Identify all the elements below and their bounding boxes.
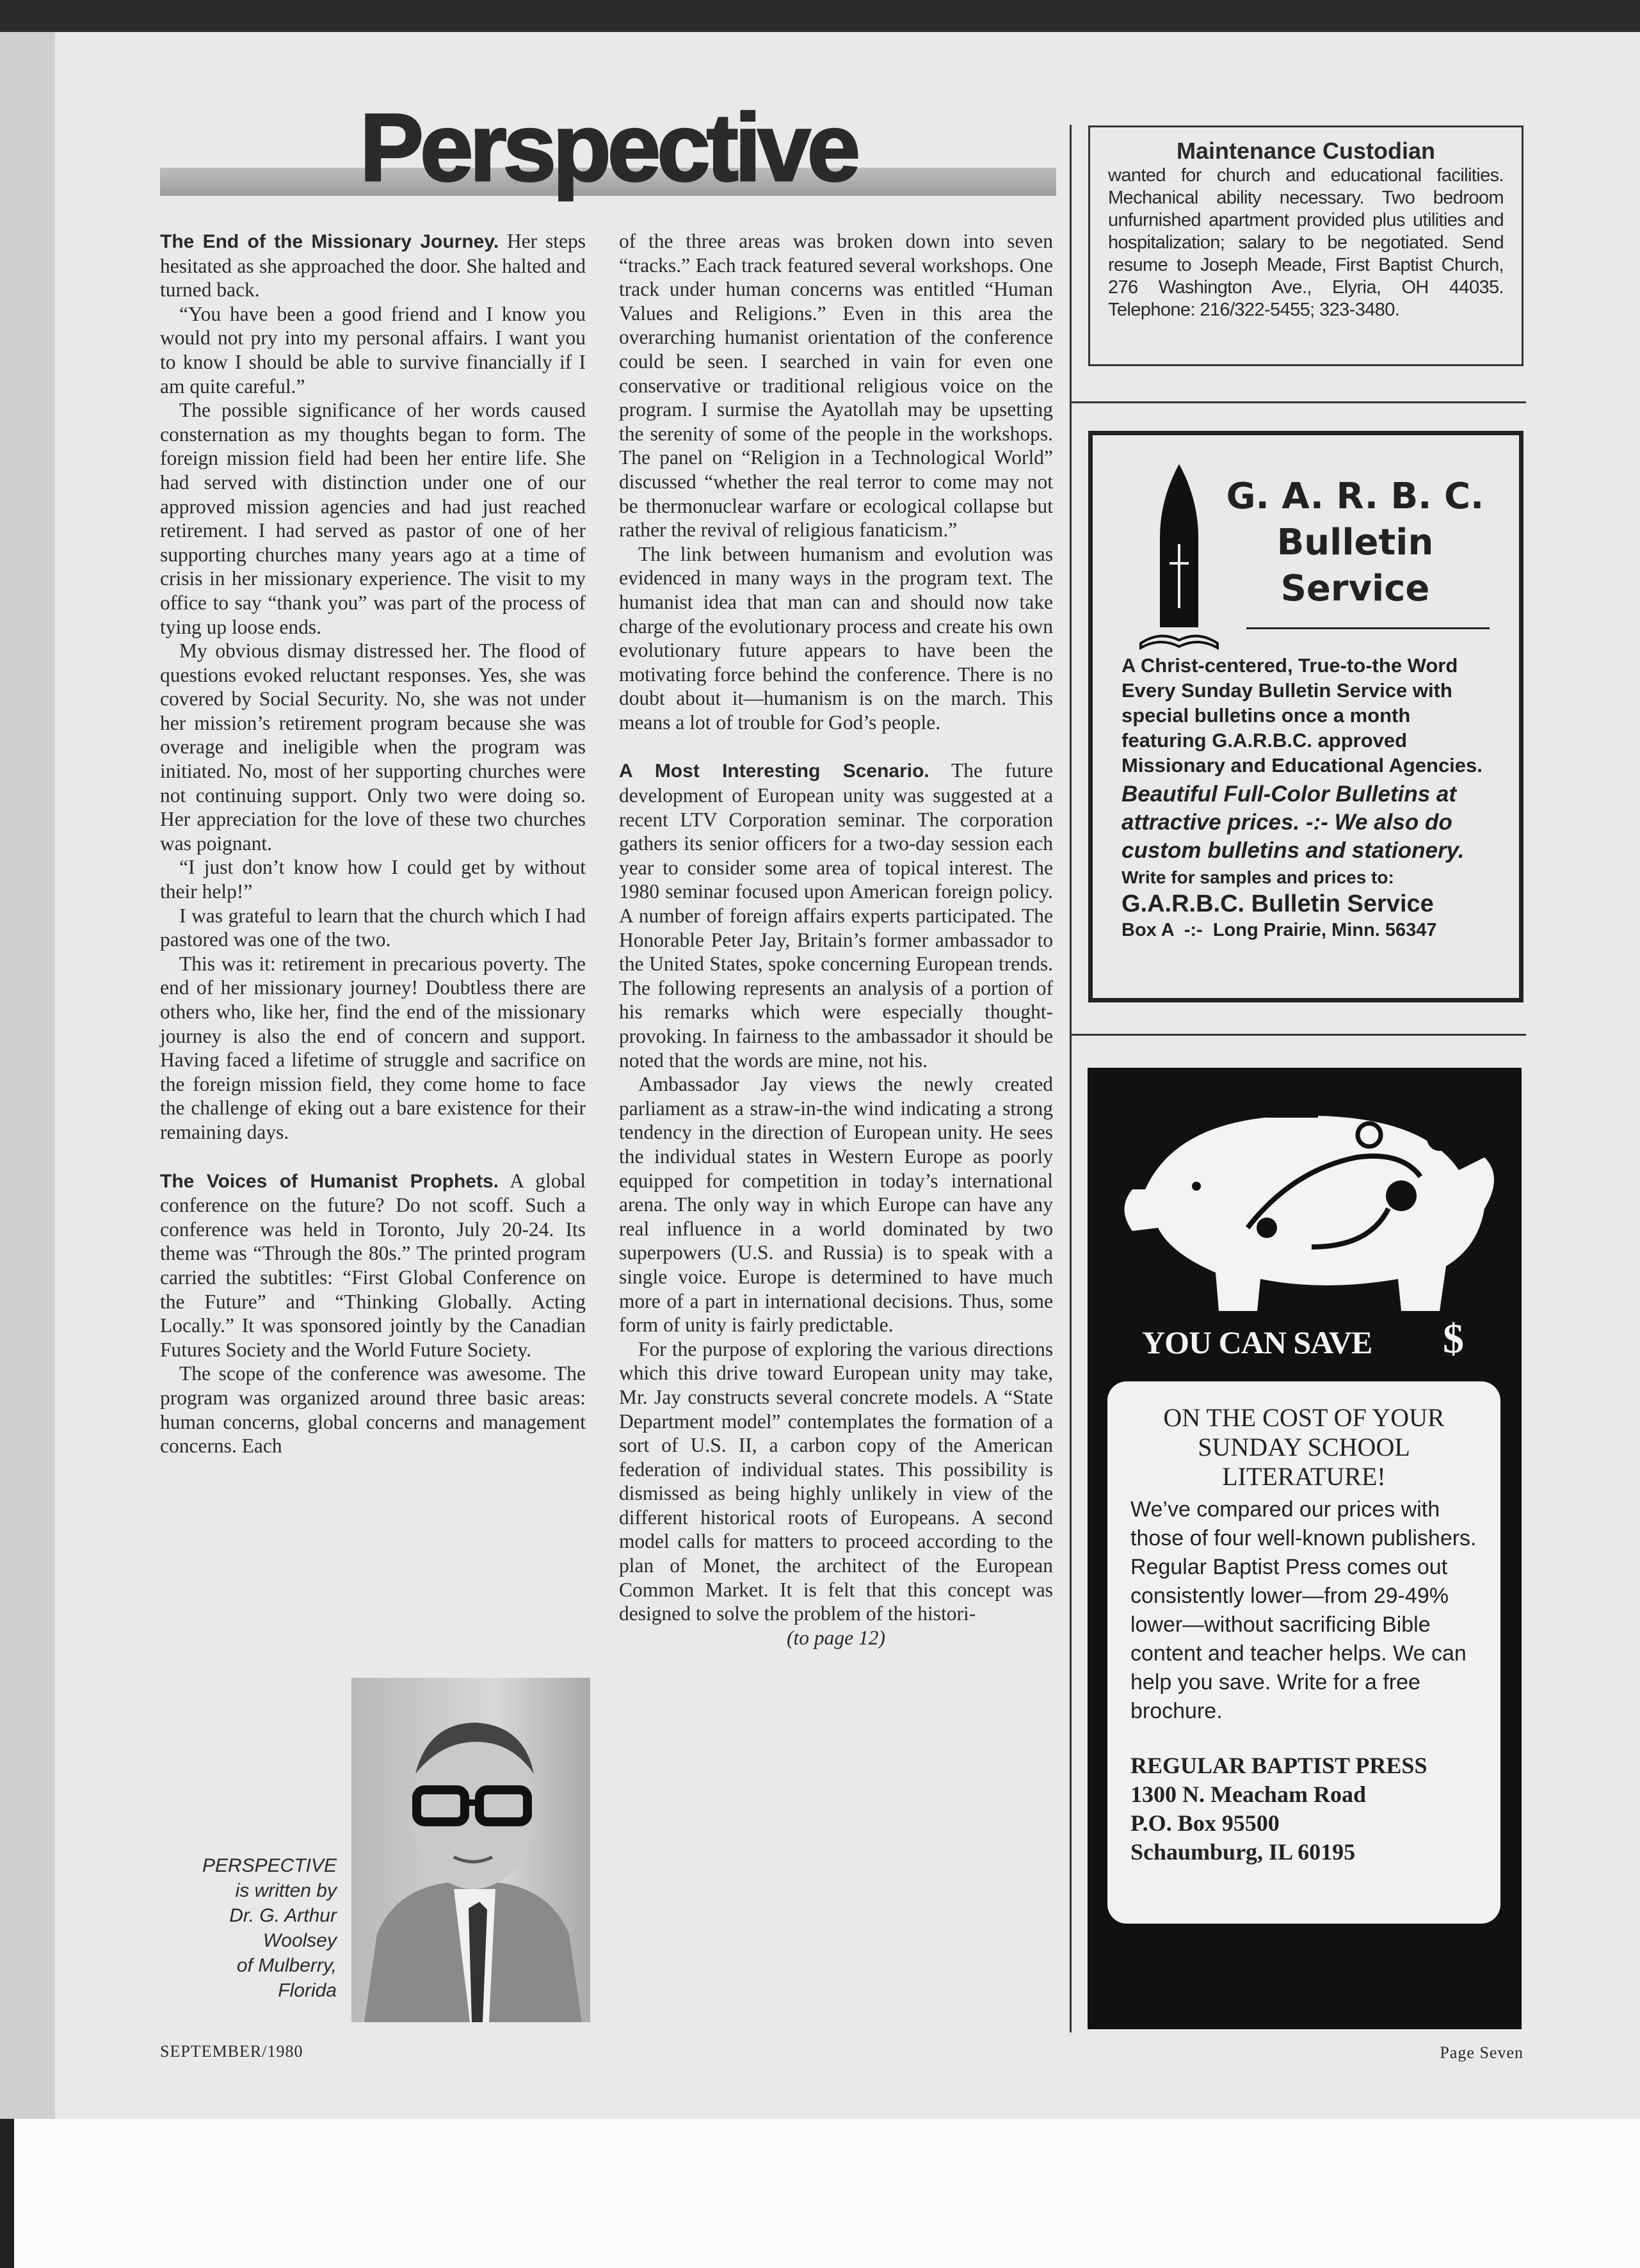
- piggy-bank-icon: [1100, 1081, 1510, 1324]
- brand-line: Bulletin: [1276, 522, 1434, 563]
- ad-description: A Christ-centered, True-to-the Word Every Sunday Bulletin Service with special bulletins once a month featuring G.A.R.B.C. approved Missionary and Educational Agencies.: [1121, 654, 1483, 776]
- caption-line: Florida: [278, 1980, 337, 2001]
- author-caption: [160, 1853, 337, 2003]
- regular-baptist-press-ad: [1088, 1068, 1522, 2029]
- author-photo: [351, 1678, 590, 2022]
- paragraph: The possible significance of her words caused consternation as my thoughts began to form. The foreign mission field had been her entire life. She had served with distinction under one of our approved mission agencies and had just reached retirement. I had served as pastor of one of her supporting churches many years ago at a time of crisis in her missionary experience. The visit to my office to say “thank you” was part of the process of tying up loose ends.: [160, 399, 586, 638]
- ad-banner: YOU CAN SAVE: [1142, 1324, 1372, 1360]
- paragraph: The End of the Missionary Journey. Her steps hesitated as she approached the door. She halted and turned back.: [160, 230, 586, 302]
- paragraph: The Voices of Humanist Prophets. A global conference on the future? Do not scoff. Such a conference was held in Toronto, July 20-24. Its theme was “Through the 80s.” The printed program carried the subtitles: “First Global Conference on the Future” and “Thinking Globally. Acting Locally.” It was sponsored jointly by the Canadian Futures Society and the World Future Society.: [160, 1169, 586, 1361]
- ad-company: G.A.R.B.C. Bulletin Service: [1121, 890, 1434, 917]
- paragraph: “You have been a good friend and I know you would not pry into my personal affairs. I want you to know I should be able to survive financially if I am quite careful.”: [160, 302, 586, 398]
- paragraph: “I just don’t know how I could get by without their help!”: [160, 856, 586, 903]
- column-divider: [1070, 125, 1072, 2032]
- brand-line: Service: [1280, 568, 1430, 609]
- ad-tagline: Beautiful Full-Color Bulletins at attractive prices. -:- We also do custom bulletins and stationery.: [1121, 782, 1465, 863]
- issue-date: SEPTEMBER/1980: [160, 2042, 303, 2061]
- scan-bottom-edge: [0, 2119, 14, 2268]
- paragraph: Ambassador Jay views the newly created parliament as a straw-in-the wind indicating a strong tendency in the direction of European unity. He sees the individual states in Western Europe as poorly equipped for competition in today’s international arena. The only way in which Europe can have any real influence in a world dominated by two superpowers (U.S. and Russia) is to speak with a single voice. Europe is determined to have much more of a part in international decisions. Thus, some form of unity is fairly predictable.: [619, 1073, 1053, 1337]
- section-heading: The End of the Missionary Journey.: [160, 231, 499, 252]
- middle-column: [619, 229, 1053, 1650]
- caption-line: PERSPECTIVE: [202, 1855, 337, 1876]
- caption-line: is written by: [235, 1880, 337, 1901]
- paragraph: of the three areas was broken down into seven “tracks.” Each track featured several workshops. One track under human concerns was entitled “Human Values and Religions.” Even in this area the overarching humanist orientation of the conference could be seen. I searched in vain for even one conservative or traditional religious voice on the program. I surmise the Ayatollah may be upsetting the serenity of some of the people in the workshops. The panel on “Religion in a Technological World” discussed “whether the real terror to come may not be thermonuclear warfare or ecological collapse but rather the revival of religious fanaticism.”: [619, 230, 1053, 542]
- paragraph: I was grateful to learn that the church which I had pastored was one of the two.: [160, 904, 586, 951]
- garbc-ad: [1088, 431, 1523, 1002]
- ad-write-line: Write for samples and prices to:: [1121, 867, 1394, 887]
- ad-body: We’ve compared our prices with those of four well-known publishers. Regular Baptist Press comes out consistently lower—from 29-49% lower—without sacrificing Bible content and teacher helps. We can help you save. Write for a free brochure.: [1130, 1497, 1477, 1723]
- caption-line: of Mulberry,: [236, 1955, 337, 1976]
- page-title: Perspective: [359, 93, 857, 201]
- ad-address: [1130, 1751, 1477, 1867]
- continued-note: (to page 12): [787, 1626, 885, 1649]
- divider: [1072, 1034, 1526, 1036]
- caption-line: Woolsey: [262, 1930, 337, 1951]
- ad-title: Maintenance Custodian: [1176, 138, 1436, 164]
- address-line: Schaumburg, IL 60195: [1130, 1839, 1356, 1865]
- dollar-sign-icon: $: [1443, 1315, 1464, 1362]
- ad-body: wanted for church and educational facilities. Mechanical ability necessary. Two bedroom unfurnished apartment provided plus utilities and hospitalization; salary to be negotiated. Send resume to Joseph Meade, First Baptist Church, 276 Washington Ave., Elyria, OH 44035. Telephone: 216/322-5455; 323-3480.: [1108, 165, 1504, 320]
- address-line: P.O. Box 95500: [1130, 1810, 1280, 1836]
- left-column: [160, 229, 586, 1458]
- section-heading: The Voices of Humanist Prophets.: [160, 1170, 499, 1192]
- divider: [1072, 401, 1526, 403]
- scan-left-edge: [0, 32, 55, 2119]
- ad-body: [1121, 653, 1499, 943]
- page-number: Page Seven: [1440, 2043, 1523, 2062]
- ad-headline: ON THE COST OF YOUR SUNDAY SCHOOL LITERATURE!: [1163, 1403, 1445, 1491]
- divider: [1246, 627, 1490, 629]
- custodian-ad: [1088, 125, 1523, 366]
- paragraph: For the purpose of exploring the various directions which this drive toward European unity may take, Mr. Jay constructs several concrete models. A “State Department model” contemplates the formation of a sort of U.S. II, a carbon copy of the American federation of individual states. This possibility is dismissed as being highly unlikely in view of the different historical roots of Europeans. A second model calls for matters to proceed according to the plan of Monet, the architect of the European Common Market. It is felt that this concept was designed to solve the problem of the histori-: [619, 1337, 1053, 1625]
- section-heading: A Most Interesting Scenario.: [619, 760, 929, 782]
- paragraph: The scope of the conference was awesome. The program was organized around three basic areas: human concerns, global concerns and management concerns. Each: [160, 1362, 586, 1458]
- paragraph: My obvious dismay distressed her. The flood of questions evoked reluctant responses. Yes, she was covered by Social Security. No, she was not under her mission’s retirement program because she was overage and ineligible when the program was initiated. No, most of her supporting churches were not continuing support. Only two were doing so. Her appreciation for the love of these two churches was poignant.: [160, 639, 586, 855]
- paragraph: This was it: retirement in precarious poverty. The end of her missionary journey! Doubtless there are others who, like her, find the end of the missionary journey is also the end of concern and support. Having faced a lifetime of struggle and sacrifice on the foreign mission field, they come home to face the challenge of eking out a bare existence for their remaining days.: [160, 952, 586, 1143]
- brand-line: G. A. R. B. C.: [1226, 476, 1484, 517]
- garbc-brand: [1221, 474, 1490, 612]
- address-line: REGULAR BAPTIST PRESS: [1130, 1753, 1427, 1778]
- address-line: 1300 N. Meacham Road: [1130, 1781, 1366, 1807]
- portrait-image: [351, 1678, 590, 2022]
- bible-steeple-icon: [1138, 461, 1221, 653]
- paragraph: The link between humanism and evolution was evidenced in many ways in the program text. The humanist idea that man can and should now take charge of the evolutionary process and create his own evolutionary future appears to have been the motivating force behind the conference. There is no doubt about it—humanism is on the march. This means a lot of trouble for God’s people.: [619, 542, 1053, 734]
- scan-top-edge: [0, 0, 1640, 32]
- caption-line: Dr. G. Arthur: [229, 1905, 337, 1926]
- ad-panel: [1107, 1381, 1500, 1924]
- paragraph: A Most Interesting Scenario. The future development of European unity was suggested at a recent LTV Corporation seminar. The corporation gathers its senior officers for a two-day session each year to consider some area of topical interest. The 1980 seminar focused upon American foreign policy. A number of foreign affairs experts participated. The Honorable Peter Jay, Britain’s former ambassador to the United States, spoke concerning European trends. The following represents an analysis of a portion of his remarks which were especially thought-provoking. In fairness to the ambassador it should be noted that the words are mine, not his.: [619, 759, 1053, 1072]
- ad-address: Box A -:- Long Prairie, Minn. 56347: [1121, 920, 1437, 940]
